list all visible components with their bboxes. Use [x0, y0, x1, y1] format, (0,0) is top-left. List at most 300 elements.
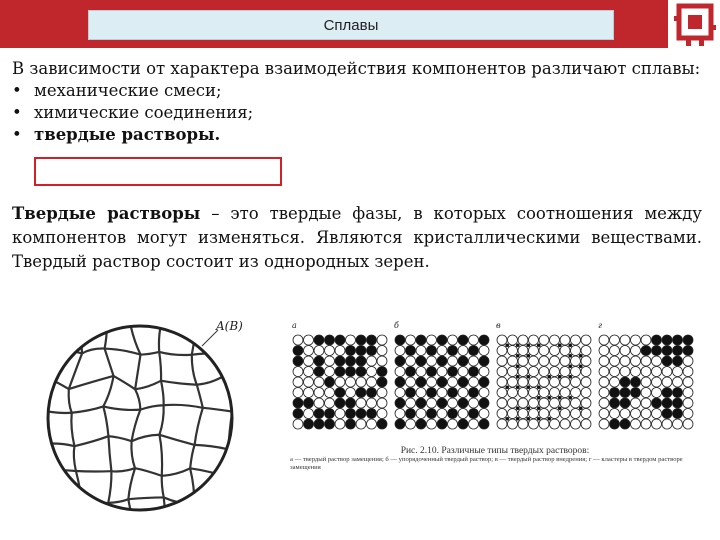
atom: [518, 388, 528, 398]
atom: [346, 409, 356, 419]
atom: [631, 346, 641, 356]
atom: [550, 346, 560, 356]
grain-label: A(B): [216, 319, 243, 333]
grain-boundary: [72, 406, 104, 412]
atom: [395, 419, 405, 429]
atom: [314, 335, 324, 345]
atom: [631, 356, 641, 366]
atom: [377, 377, 387, 387]
definition-text: – это твердые фазы, в которых соотношения между компонентов могут изменяться. Являются кристаллическими веществами. Твердый раствор состоит из однородных зерен.: [12, 204, 702, 271]
atom: [641, 346, 651, 356]
atom: [571, 388, 581, 398]
atom: [652, 346, 662, 356]
interstitial-atom: [579, 364, 583, 368]
atom: [631, 388, 641, 398]
grain-boundary: [105, 349, 141, 355]
atom: [620, 356, 630, 366]
atom: [673, 346, 683, 356]
atom: [518, 377, 528, 387]
atom: [560, 377, 570, 387]
atom: [571, 419, 581, 429]
atom: [304, 388, 314, 398]
atom: [652, 335, 662, 345]
atom: [346, 335, 356, 345]
atom: [293, 388, 303, 398]
interstitial-atom: [558, 406, 562, 410]
grain-boundary: [108, 499, 128, 503]
list-item-text: механические смеси;: [34, 81, 222, 100]
grain-boundary: [46, 411, 72, 413]
atom: [437, 356, 447, 366]
definition-paragraph: [12, 202, 702, 274]
atom: [304, 398, 314, 408]
atom: [620, 388, 630, 398]
atom: [367, 419, 377, 429]
atom: [641, 409, 651, 419]
atom: [539, 367, 549, 377]
atom: [377, 367, 387, 377]
interstitial-atom: [568, 364, 572, 368]
grain-boundary: [165, 531, 189, 532]
atom: [427, 346, 437, 356]
grain-boundary: [162, 476, 164, 498]
atom: [610, 409, 620, 419]
panel-label: а: [292, 321, 297, 330]
caption-title: Рис. 2.10. Различные типы твердых растворов:: [400, 446, 590, 456]
atom: [469, 398, 479, 408]
atom: [458, 388, 468, 398]
atom: [529, 388, 539, 398]
interstitial-atom: [516, 417, 520, 421]
grain-boundary: [255, 352, 256, 390]
grain-boundary: [190, 468, 194, 505]
atom: [631, 335, 641, 345]
atom: [599, 356, 609, 366]
atom: [395, 335, 405, 345]
atom: [416, 388, 426, 398]
atom: [641, 367, 651, 377]
interstitial-atom: [579, 354, 583, 358]
atom: [416, 346, 426, 356]
atom: [550, 377, 560, 387]
grain-boundary: [46, 345, 47, 377]
grain-boundary: [255, 479, 256, 509]
atom: [314, 388, 324, 398]
grain-boundary: [71, 413, 74, 446]
atom: [437, 419, 447, 429]
caption-text: а — твердый раствор замещения; б — упорядоченный твердый раствор; в — твердый раствор внедрения; г — кластеры в твердом растворе замещения: [290, 456, 683, 471]
atom: [395, 356, 405, 366]
atom: [395, 346, 405, 356]
atom: [346, 377, 356, 387]
atom: [518, 367, 528, 377]
atom: [610, 388, 620, 398]
atom: [458, 377, 468, 387]
atom: [581, 419, 591, 429]
atom: [458, 356, 468, 366]
interstitial-atom: [547, 396, 551, 400]
interstitial-atom: [516, 406, 520, 410]
atom: [469, 388, 479, 398]
atom: [652, 419, 662, 429]
atom: [469, 356, 479, 366]
interstitial-atom: [558, 375, 562, 379]
atom: [560, 398, 570, 408]
grain-boundary: [108, 436, 131, 441]
atom: [304, 346, 314, 356]
grain-boundary: [164, 497, 166, 532]
grain-boundary: [159, 405, 163, 434]
atom: [497, 377, 507, 387]
atom: [367, 356, 377, 366]
atom: [550, 356, 560, 366]
atom: [581, 356, 591, 366]
atom: [652, 409, 662, 419]
interstitial-atom: [537, 343, 541, 347]
grain-boundary: [108, 436, 111, 471]
atom: [377, 356, 387, 366]
interstitial-atom: [526, 354, 530, 358]
atom: [479, 419, 489, 429]
atom: [631, 367, 641, 377]
grain-boundary: [162, 321, 195, 322]
grain-boundary: [141, 352, 160, 355]
atom: [395, 398, 405, 408]
atom: [293, 346, 303, 356]
interstitial-atom: [526, 385, 530, 389]
atom: [571, 398, 581, 408]
atom: [550, 388, 560, 398]
atom: [377, 419, 387, 429]
panel-label: г: [598, 321, 603, 330]
atom: [599, 388, 609, 398]
atom: [673, 409, 683, 419]
atom: [448, 335, 458, 345]
atom: [356, 377, 366, 387]
atom: [662, 356, 672, 366]
interstitial-atom: [547, 375, 551, 379]
grain-boundary: [108, 471, 111, 503]
list-item: [12, 124, 702, 146]
atom: [620, 419, 630, 429]
atom: [529, 409, 539, 419]
grain-boundary: [46, 506, 82, 509]
atom: [652, 398, 662, 408]
grain-boundary: [135, 355, 140, 390]
atom: [437, 346, 447, 356]
atom: [497, 419, 507, 429]
atom: [571, 346, 581, 356]
atom: [571, 367, 581, 377]
grain-boundary: [104, 531, 138, 532]
grain-boundary: [192, 322, 195, 355]
grain-boundary: [74, 446, 76, 471]
interstitial-atom: [537, 396, 541, 400]
atom: [550, 409, 560, 419]
atom: [406, 335, 416, 345]
grain-boundary: [107, 321, 130, 322]
bullet: •: [12, 103, 22, 122]
atom: [620, 335, 630, 345]
atom: [469, 335, 479, 345]
interstitial-atom: [516, 375, 520, 379]
atom: [581, 335, 591, 345]
atom: [508, 419, 518, 429]
atom: [641, 335, 651, 345]
atom: [599, 419, 609, 429]
atom: [458, 419, 468, 429]
atom: [599, 377, 609, 387]
grain-boundary: [230, 498, 234, 532]
atom: [571, 409, 581, 419]
atom: [335, 346, 345, 356]
panel-label: в: [496, 321, 501, 330]
grain-boundary: [103, 406, 140, 409]
atom: [304, 377, 314, 387]
grain-boundary: [190, 445, 194, 468]
atom: [469, 346, 479, 356]
interstitial-atom: [568, 375, 572, 379]
atom: [356, 388, 366, 398]
atom: [673, 419, 683, 429]
atom: [539, 419, 549, 429]
atom: [448, 356, 458, 366]
lattice-panel: [292, 321, 387, 429]
atom: [581, 377, 591, 387]
atom: [367, 409, 377, 419]
definition-term: Твердые растворы: [12, 204, 201, 223]
atom: [458, 409, 468, 419]
grain-boundary: [159, 435, 162, 476]
atom: [437, 398, 447, 408]
grain-boundary: [195, 408, 203, 445]
atom: [356, 356, 366, 366]
grain-boundary: [164, 405, 203, 408]
atom: [427, 409, 437, 419]
atom: [652, 356, 662, 366]
atom: [683, 409, 693, 419]
atom: [458, 398, 468, 408]
atom: [620, 409, 630, 419]
atom: [437, 377, 447, 387]
atom: [581, 346, 591, 356]
atom: [325, 388, 335, 398]
atom: [610, 398, 620, 408]
grain-boundary: [46, 532, 68, 533]
atom: [599, 346, 609, 356]
grain-boundary: [255, 322, 256, 352]
atom: [550, 335, 560, 345]
atom: [293, 377, 303, 387]
atom: [356, 335, 366, 345]
atom: [631, 398, 641, 408]
grain-boundary: [46, 322, 76, 323]
atom: [427, 398, 437, 408]
atom: [346, 398, 356, 408]
atom: [479, 398, 489, 408]
atom: [662, 335, 672, 345]
atom: [406, 346, 416, 356]
atom: [529, 398, 539, 408]
atom: [395, 409, 405, 419]
interstitial-atom: [526, 417, 530, 421]
grain-boundary: [76, 322, 107, 323]
grain-boundary: [232, 408, 256, 412]
grain-boundary: [230, 478, 256, 480]
atom: [314, 346, 324, 356]
atom: [497, 356, 507, 366]
atom: [479, 367, 489, 377]
atom: [335, 367, 345, 377]
atom: [599, 367, 609, 377]
atom: [356, 367, 366, 377]
atom: [479, 356, 489, 366]
atom: [314, 419, 324, 429]
atom: [469, 377, 479, 387]
atom: [497, 367, 507, 377]
lattice-panel: [496, 321, 591, 429]
atom: [448, 388, 458, 398]
atom: [610, 346, 620, 356]
atom: [448, 398, 458, 408]
lattice-panel: [598, 321, 693, 429]
atom: [539, 409, 549, 419]
atom: [469, 409, 479, 419]
atom: [416, 398, 426, 408]
grain-boundary: [69, 376, 114, 389]
atom: [293, 398, 303, 408]
grain-boundary: [197, 377, 223, 385]
intro-paragraph: В зависимости от характера взаимодействия компонентов различают сплавы:: [12, 59, 701, 78]
atom: [518, 419, 528, 429]
atom: [416, 409, 426, 419]
grain-boundary: [132, 435, 160, 441]
atom: [673, 388, 683, 398]
grain-boundary: [46, 470, 76, 471]
atom: [469, 367, 479, 377]
grain-boundary: [189, 505, 194, 532]
atom: [335, 388, 345, 398]
grain-boundary: [130, 322, 162, 323]
logo: [668, 0, 720, 48]
atom: [437, 335, 447, 345]
atom: [529, 335, 539, 345]
interstitial-atom: [568, 343, 572, 347]
atom: [508, 367, 518, 377]
atom: [377, 398, 387, 408]
grain-boundary: [228, 439, 256, 449]
grain-boundary: [229, 478, 230, 499]
atom: [406, 356, 416, 366]
interstitial-atom: [526, 406, 530, 410]
atom: [346, 367, 356, 377]
atom: [356, 419, 366, 429]
atom: [314, 377, 324, 387]
atom: [356, 409, 366, 419]
atom: [356, 346, 366, 356]
grain-boundary: [159, 352, 192, 355]
interstitial-atom: [558, 396, 562, 400]
interstitial-atom: [516, 364, 520, 368]
atom: [497, 409, 507, 419]
atom: [427, 377, 437, 387]
atom: [448, 409, 458, 419]
atom: [304, 409, 314, 419]
interstitial-atom: [505, 385, 509, 389]
atom: [539, 398, 549, 408]
atom: [641, 419, 651, 429]
atom: [437, 367, 447, 377]
atom: [497, 388, 507, 398]
atom: [662, 367, 672, 377]
atom: [683, 335, 693, 345]
atom: [581, 398, 591, 408]
atom: [560, 409, 570, 419]
atom: [458, 367, 468, 377]
lattice-panels: [292, 321, 693, 429]
atom: [458, 346, 468, 356]
atom: [641, 356, 651, 366]
atom: [448, 367, 458, 377]
content-text: [12, 58, 702, 146]
atom: [377, 388, 387, 398]
grain-boundary: [111, 468, 135, 471]
grain-boundary: [46, 471, 47, 509]
atom: [683, 419, 693, 429]
atom: [367, 398, 377, 408]
slide-title-text: Сплавы: [323, 16, 379, 34]
atom: [620, 398, 630, 408]
atom: [581, 388, 591, 398]
atom: [395, 388, 405, 398]
grain-boundary: [128, 497, 163, 499]
atom: [427, 388, 437, 398]
atom: [610, 356, 620, 366]
atom: [662, 346, 672, 356]
atom: [662, 419, 672, 429]
atom: [560, 346, 570, 356]
atom: [518, 398, 528, 408]
atom: [427, 335, 437, 345]
atom: [427, 356, 437, 366]
list-item: [12, 102, 702, 124]
atom: [508, 335, 518, 345]
atom: [427, 367, 437, 377]
atom: [683, 356, 693, 366]
atom: [304, 335, 314, 345]
atom: [406, 398, 416, 408]
atom: [529, 346, 539, 356]
grain-boundary: [74, 436, 108, 446]
atom: [335, 356, 345, 366]
grain-boundary: [103, 406, 108, 436]
atom: [599, 335, 609, 345]
atom: [683, 367, 693, 377]
atom: [641, 377, 651, 387]
atom: [610, 335, 620, 345]
grain-boundary: [128, 499, 137, 532]
atom: [539, 356, 549, 366]
atom: [479, 346, 489, 356]
grain-boundary: [221, 351, 256, 353]
atom: [518, 346, 528, 356]
lattice-panel: [394, 321, 489, 429]
grain-boundary: [197, 385, 203, 408]
atom: [571, 377, 581, 387]
atom: [314, 367, 324, 377]
atom: [539, 388, 549, 398]
atom: [377, 335, 387, 345]
